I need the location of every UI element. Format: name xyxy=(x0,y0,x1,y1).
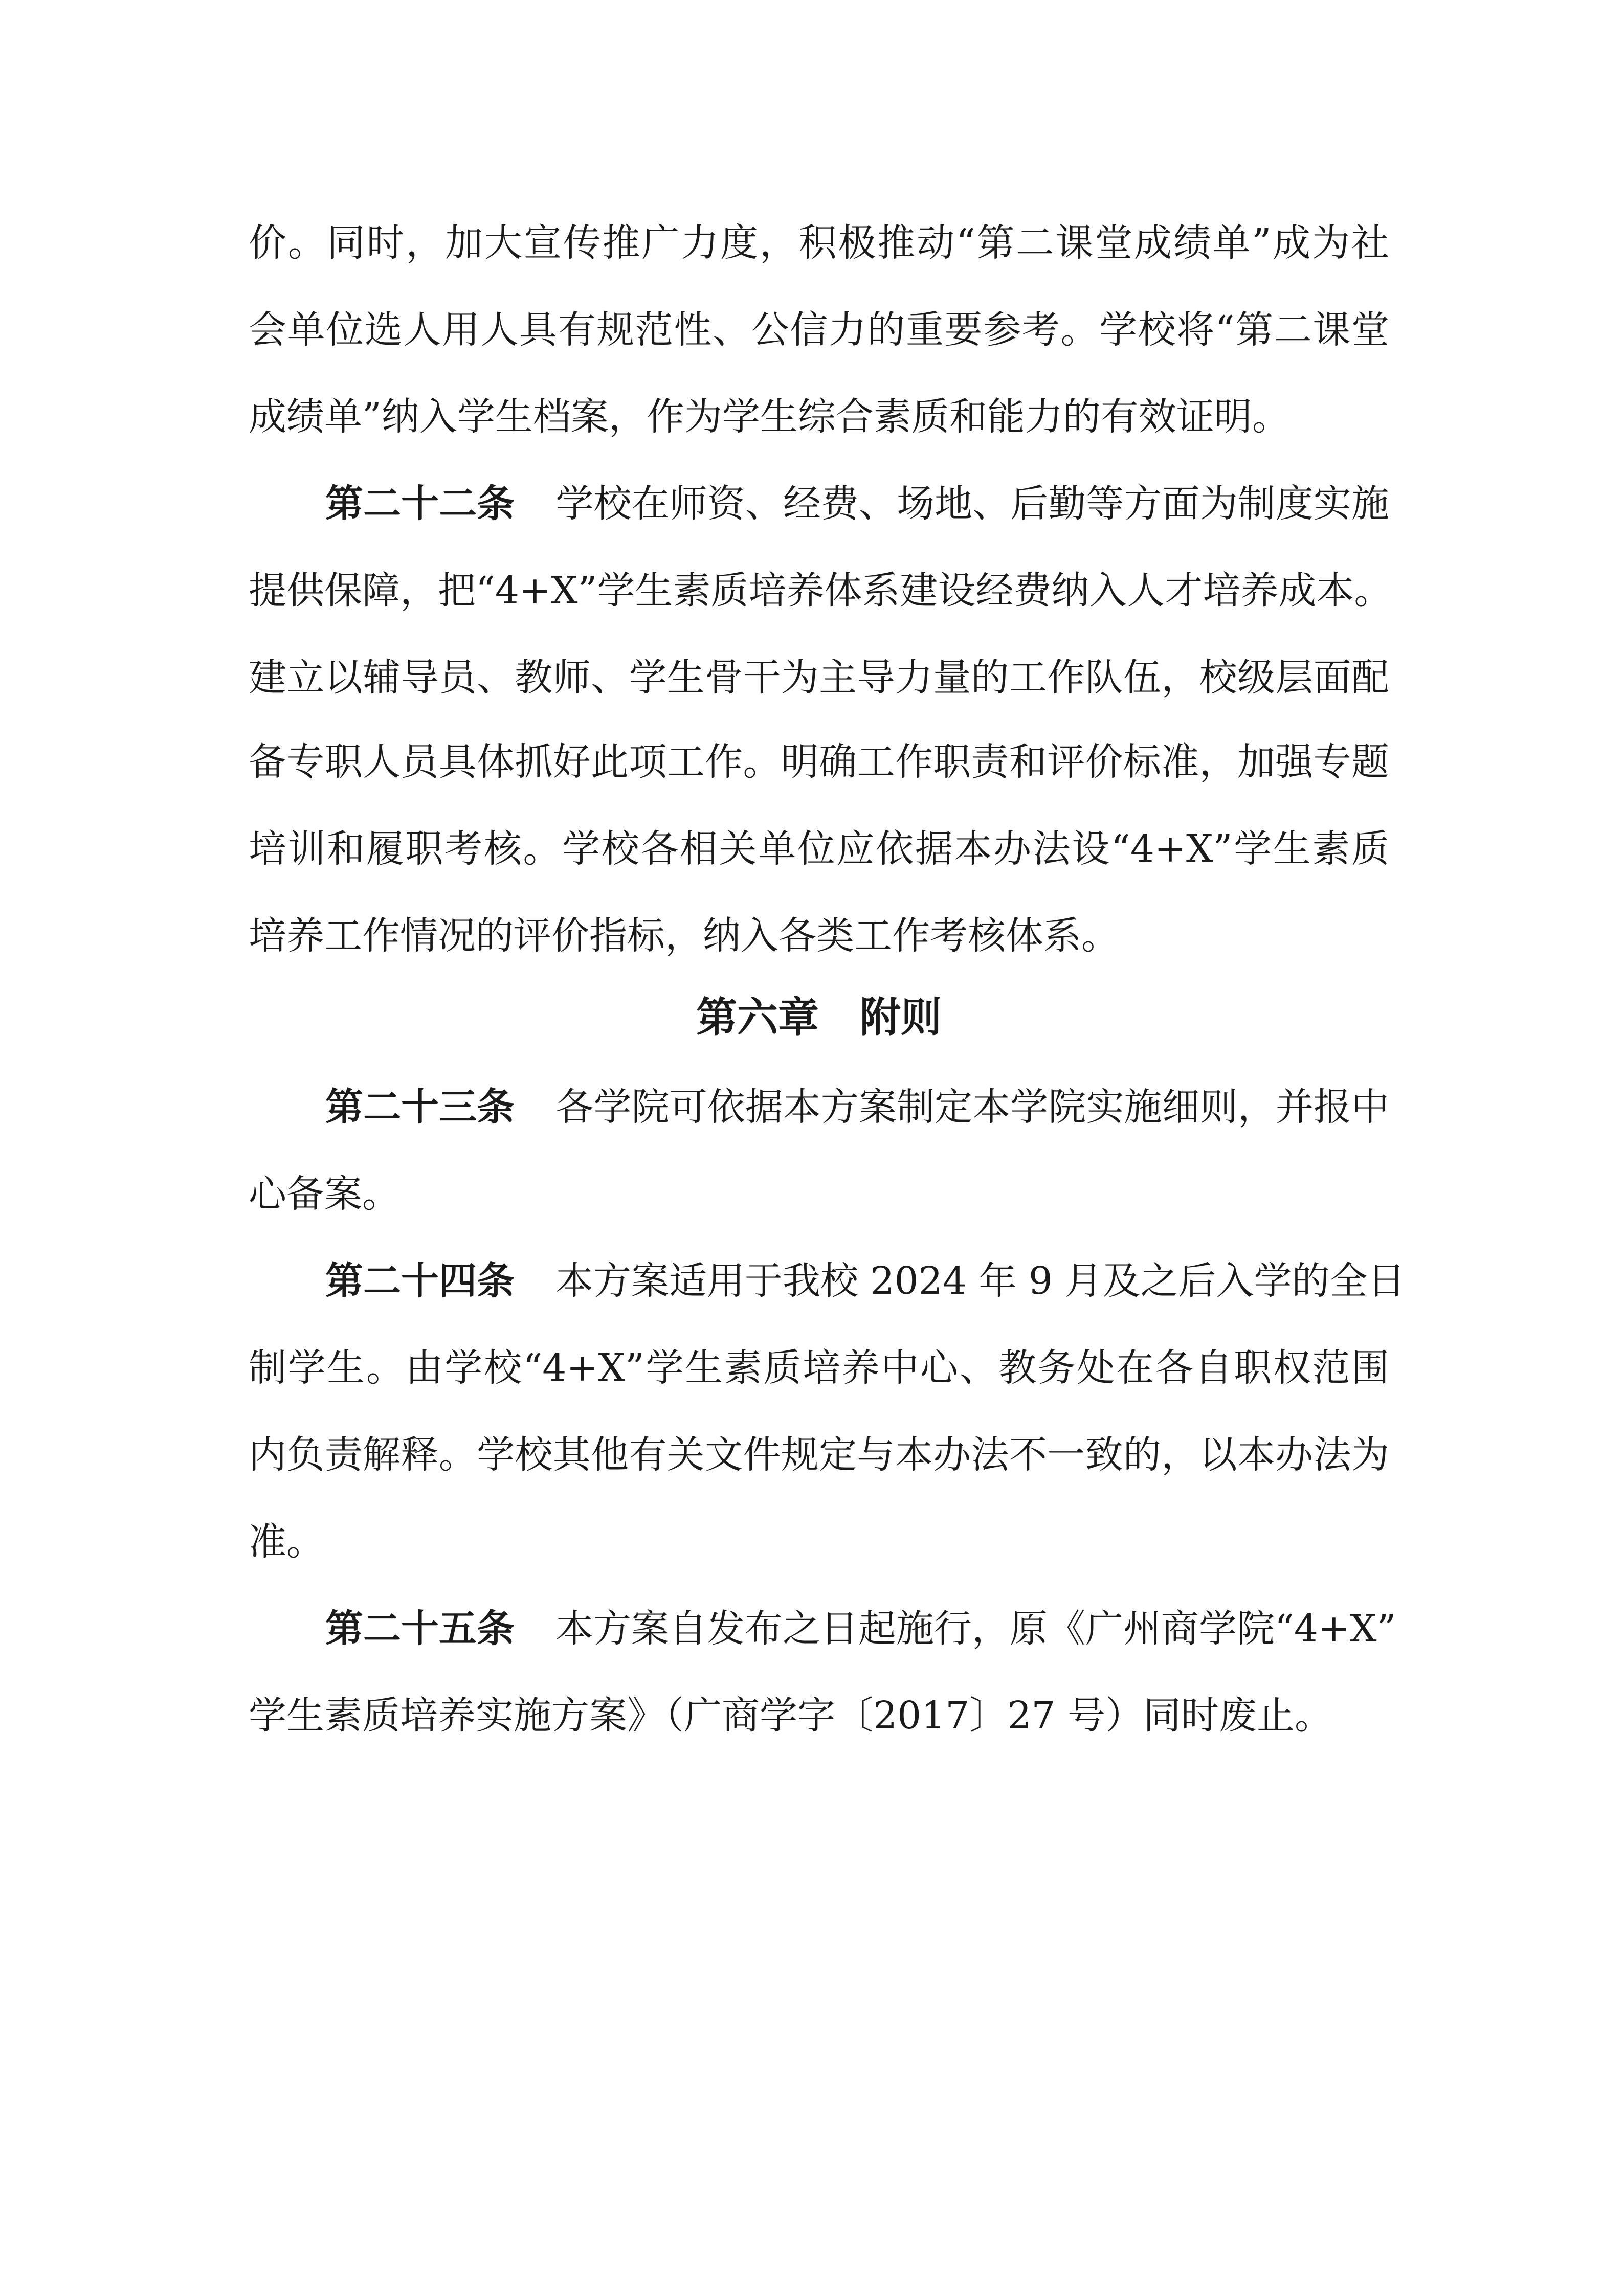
article-23-label: 第二十三条 xyxy=(325,1085,515,1129)
article-22-line-4: 备专职人员具体抓好此项工作。明确工作职责和评价标准，加强专题 xyxy=(249,740,1389,784)
article-24-line-3: 内负责解释。学校其他有关文件规定与本办法不一致的，以本办法为 xyxy=(249,1433,1389,1477)
article-24-line-2: 制学生。由学校“4+X”学生素质培养中心、教务处在各自职权范围 xyxy=(249,1346,1389,1390)
article-23-text-1: 各学院可依据本方案制定本学院实施细则，并报中 xyxy=(555,1085,1390,1129)
article-22-line-5: 培训和履职考核。学校各相关单位应依据本办法设“4+X”学生素质 xyxy=(249,827,1389,871)
article-25-label: 第二十五条 xyxy=(325,1607,515,1651)
article-25-text-1: 本方案自发布之日起施行，原《广州商学院“4+X” xyxy=(555,1607,1396,1651)
article-24-line-1 xyxy=(325,1255,1406,1307)
article-22-line-3: 建立以辅导员、教师、学生骨干为主导力量的工作队伍，校级层面配 xyxy=(249,656,1389,700)
intro-line-3: 成绩单”纳入学生档案，作为学生综合素质和能力的有效证明。 xyxy=(249,395,1290,439)
article-22-text-1: 学校在师资、经费、场地、后勤等方面为制度实施 xyxy=(555,482,1390,526)
article-24-text-1: 本方案适用于我校 2024 年 9 月及之后入学的全日 xyxy=(555,1259,1406,1303)
intro-line-1: 价。同时，加大宣传推广力度，积极推动“第二课堂成绩单”成为社 xyxy=(249,221,1389,265)
article-23-line-1 xyxy=(325,1082,1389,1133)
intro-line-2: 会单位选人用人具有规范性、公信力的重要参考。学校将“第二课堂 xyxy=(249,308,1389,352)
article-22-label: 第二十二条 xyxy=(325,482,515,526)
article-22-line-2: 提供保障，把“4+X”学生素质培养体系建设经费纳入人才培养成本。 xyxy=(249,569,1392,613)
article-25-line-1 xyxy=(325,1603,1396,1654)
article-22-line-1 xyxy=(325,478,1389,529)
article-24-line-4: 准。 xyxy=(249,1520,324,1564)
chapter-heading: 第六章 附则 xyxy=(696,994,942,1041)
article-22-line-6: 培养工作情况的评价指标，纳入各类工作考核体系。 xyxy=(249,914,1119,958)
article-25-line-2: 学生素质培养实施方案》（广商学字〔2017〕27 号）同时废止。 xyxy=(249,1694,1333,1738)
article-24-label: 第二十四条 xyxy=(325,1259,515,1303)
article-23-line-2: 心备案。 xyxy=(249,1172,400,1216)
